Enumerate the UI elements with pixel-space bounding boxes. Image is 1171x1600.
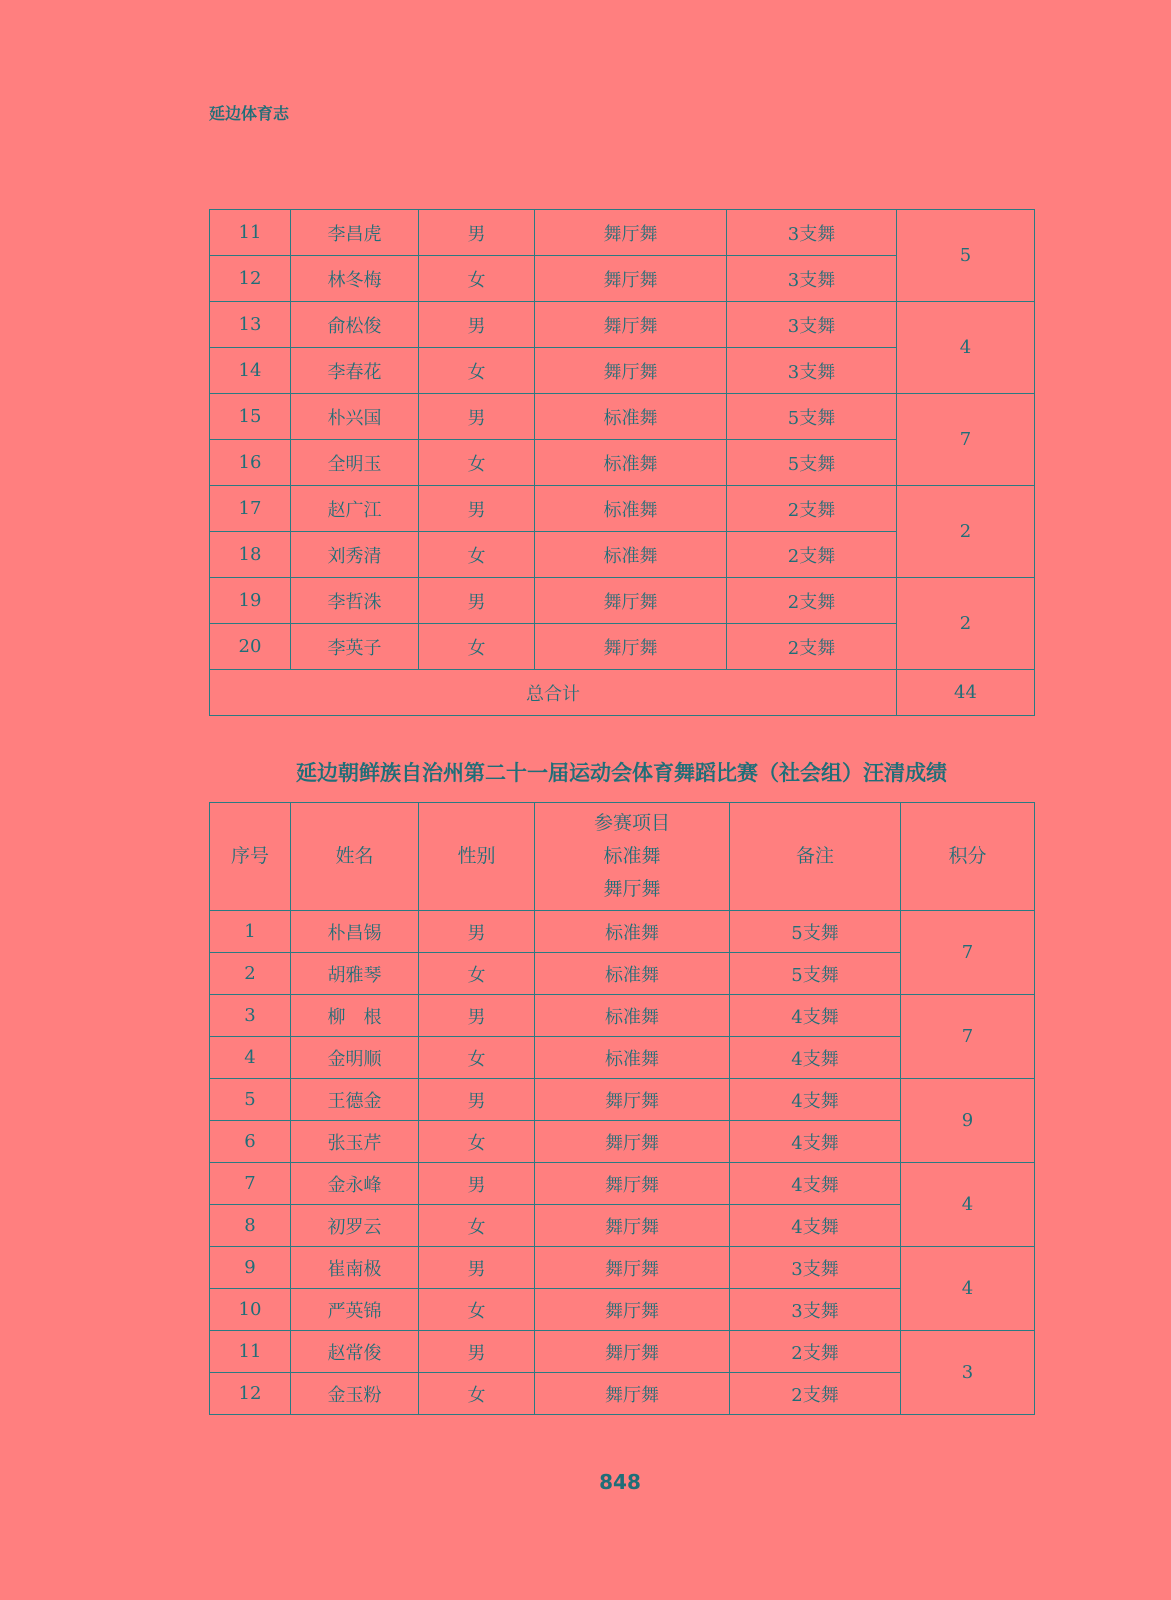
results-table-continued — [209, 209, 1035, 716]
table-row — [210, 394, 1035, 440]
cell-event: 舞厅舞 — [535, 1121, 730, 1163]
cell-event: 舞厅舞 — [535, 1079, 730, 1121]
cell-event: 舞厅舞 — [535, 1331, 730, 1373]
header-event-line: 标准舞 — [603, 845, 661, 867]
cell-gender: 女 — [419, 624, 535, 670]
cell-gender: 男 — [419, 578, 535, 624]
cell-remark: 3支舞 — [727, 302, 897, 348]
cell-event: 舞厅舞 — [535, 1373, 730, 1415]
cell-name: 朴兴国 — [291, 394, 419, 440]
cell-score: 4 — [901, 1247, 1035, 1331]
cell-event: 标准舞 — [535, 995, 730, 1037]
cell-gender: 男 — [419, 302, 535, 348]
cell-name: 崔南极 — [291, 1247, 419, 1289]
cell-score: 7 — [901, 995, 1035, 1079]
cell-name: 李昌虎 — [291, 210, 419, 256]
cell-score: 2 — [897, 578, 1035, 670]
cell-name: 赵常俊 — [291, 1331, 419, 1373]
cell-gender: 女 — [419, 953, 535, 995]
cell-score: 3 — [901, 1331, 1035, 1415]
cell-gender: 女 — [419, 1037, 535, 1079]
cell-remark: 4支舞 — [730, 1037, 901, 1079]
table-row — [210, 1247, 1035, 1289]
cell-remark: 3支舞 — [727, 348, 897, 394]
cell-gender: 男 — [419, 210, 535, 256]
cell-score: 2 — [897, 486, 1035, 578]
cell-event: 舞厅舞 — [535, 210, 727, 256]
table-row — [210, 302, 1035, 348]
cell-remark: 5支舞 — [730, 911, 901, 953]
cell-name: 金玉粉 — [291, 1373, 419, 1415]
cell-no: 18 — [210, 532, 291, 578]
table-row — [210, 1163, 1035, 1205]
cell-no: 6 — [210, 1121, 291, 1163]
total-label: 总合计 — [210, 670, 897, 716]
cell-name: 李哲洙 — [291, 578, 419, 624]
cell-no: 14 — [210, 348, 291, 394]
page-number: 848 — [599, 1470, 641, 1494]
cell-event: 标准舞 — [535, 394, 727, 440]
cell-event: 舞厅舞 — [535, 624, 727, 670]
cell-no: 17 — [210, 486, 291, 532]
cell-remark: 2支舞 — [730, 1373, 901, 1415]
cell-event: 标准舞 — [535, 911, 730, 953]
cell-name: 王德金 — [291, 1079, 419, 1121]
cell-name: 刘秀清 — [291, 532, 419, 578]
cell-remark: 4支舞 — [730, 1121, 901, 1163]
cell-no: 10 — [210, 1289, 291, 1331]
cell-remark: 2支舞 — [727, 486, 897, 532]
cell-gender: 男 — [419, 1079, 535, 1121]
cell-remark: 2支舞 — [727, 578, 897, 624]
cell-score: 7 — [901, 911, 1035, 995]
header-remark: 备注 — [730, 803, 901, 911]
cell-remark: 2支舞 — [727, 624, 897, 670]
cell-name: 赵广江 — [291, 486, 419, 532]
table-row — [210, 1079, 1035, 1121]
cell-remark: 3支舞 — [727, 210, 897, 256]
cell-remark: 2支舞 — [730, 1331, 901, 1373]
cell-gender: 男 — [419, 911, 535, 953]
cell-gender: 女 — [419, 1373, 535, 1415]
cell-name: 林冬梅 — [291, 256, 419, 302]
section-title: 延边朝鲜族自治州第二十一届运动会体育舞蹈比赛（社会组）汪清成绩 — [296, 761, 947, 785]
cell-event: 舞厅舞 — [535, 1289, 730, 1331]
cell-name: 严英锦 — [291, 1289, 419, 1331]
cell-name: 朴昌锡 — [291, 911, 419, 953]
cell-no: 11 — [210, 1331, 291, 1373]
cell-event: 舞厅舞 — [535, 578, 727, 624]
cell-name: 柳 根 — [291, 995, 419, 1037]
cell-no: 9 — [210, 1247, 291, 1289]
cell-remark: 3支舞 — [730, 1289, 901, 1331]
cell-gender: 女 — [419, 348, 535, 394]
table-row — [210, 486, 1035, 532]
cell-gender: 男 — [419, 995, 535, 1037]
cell-no: 11 — [210, 210, 291, 256]
header-score: 积分 — [901, 803, 1035, 911]
cell-gender: 男 — [419, 1163, 535, 1205]
cell-remark: 3支舞 — [727, 256, 897, 302]
cell-event: 标准舞 — [535, 486, 727, 532]
cell-no: 7 — [210, 1163, 291, 1205]
cell-score: 4 — [897, 302, 1035, 394]
cell-gender: 男 — [419, 1247, 535, 1289]
cell-gender: 女 — [419, 256, 535, 302]
cell-name: 李英子 — [291, 624, 419, 670]
cell-remark: 4支舞 — [730, 1205, 901, 1247]
cell-no: 19 — [210, 578, 291, 624]
cell-remark: 4支舞 — [730, 995, 901, 1037]
header-name: 姓名 — [291, 803, 419, 911]
cell-remark: 2支舞 — [727, 532, 897, 578]
header-event-line: 参赛项目 — [593, 812, 670, 834]
header-no: 序号 — [210, 803, 291, 911]
running-header: 延边体育志 — [209, 104, 290, 123]
cell-no: 1 — [210, 911, 291, 953]
cell-event: 舞厅舞 — [535, 302, 727, 348]
cell-score: 5 — [897, 210, 1035, 302]
cell-name: 胡雅琴 — [291, 953, 419, 995]
cell-name: 金永峰 — [291, 1163, 419, 1205]
cell-gender: 男 — [419, 486, 535, 532]
cell-event: 舞厅舞 — [535, 256, 727, 302]
cell-no: 4 — [210, 1037, 291, 1079]
table-row — [210, 995, 1035, 1037]
table-row — [210, 911, 1035, 953]
cell-remark: 3支舞 — [730, 1247, 901, 1289]
cell-event: 舞厅舞 — [535, 1247, 730, 1289]
header-gender: 性别 — [419, 803, 535, 911]
cell-no: 2 — [210, 953, 291, 995]
cell-remark: 5支舞 — [727, 440, 897, 486]
cell-no: 5 — [210, 1079, 291, 1121]
cell-no: 13 — [210, 302, 291, 348]
cell-no: 3 — [210, 995, 291, 1037]
cell-event: 舞厅舞 — [535, 1205, 730, 1247]
cell-remark: 4支舞 — [730, 1079, 901, 1121]
cell-gender: 女 — [419, 532, 535, 578]
cell-score: 4 — [901, 1163, 1035, 1247]
total-row — [210, 670, 1035, 716]
cell-name: 全明玉 — [291, 440, 419, 486]
header-event — [535, 803, 730, 911]
cell-gender: 女 — [419, 1289, 535, 1331]
table-row — [210, 1331, 1035, 1373]
cell-no: 8 — [210, 1205, 291, 1247]
cell-name: 张玉芹 — [291, 1121, 419, 1163]
cell-no: 12 — [210, 1373, 291, 1415]
cell-event: 标准舞 — [535, 440, 727, 486]
cell-event: 舞厅舞 — [535, 1163, 730, 1205]
table-row — [210, 210, 1035, 256]
cell-name: 李春花 — [291, 348, 419, 394]
cell-gender: 女 — [419, 440, 535, 486]
results-table-continued-body — [210, 210, 1035, 716]
cell-gender: 男 — [419, 394, 535, 440]
cell-name: 俞松俊 — [291, 302, 419, 348]
table-row — [210, 578, 1035, 624]
total-value: 44 — [897, 670, 1035, 716]
cell-score: 7 — [897, 394, 1035, 486]
cell-remark: 5支舞 — [727, 394, 897, 440]
cell-no: 12 — [210, 256, 291, 302]
table-header-row — [210, 803, 1035, 911]
cell-no: 20 — [210, 624, 291, 670]
cell-event: 标准舞 — [535, 953, 730, 995]
cell-name: 金明顺 — [291, 1037, 419, 1079]
cell-gender: 女 — [419, 1205, 535, 1247]
results-table-wangqing-body — [210, 911, 1035, 1415]
cell-event: 标准舞 — [535, 1037, 730, 1079]
cell-event: 舞厅舞 — [535, 348, 727, 394]
header-event-line: 舞厅舞 — [603, 878, 661, 900]
cell-name: 初罗云 — [291, 1205, 419, 1247]
cell-event: 标准舞 — [535, 532, 727, 578]
cell-score: 9 — [901, 1079, 1035, 1163]
cell-gender: 男 — [419, 1331, 535, 1373]
cell-gender: 女 — [419, 1121, 535, 1163]
cell-no: 16 — [210, 440, 291, 486]
cell-remark: 4支舞 — [730, 1163, 901, 1205]
cell-remark: 5支舞 — [730, 953, 901, 995]
cell-no: 15 — [210, 394, 291, 440]
results-table-wangqing — [209, 802, 1035, 1415]
